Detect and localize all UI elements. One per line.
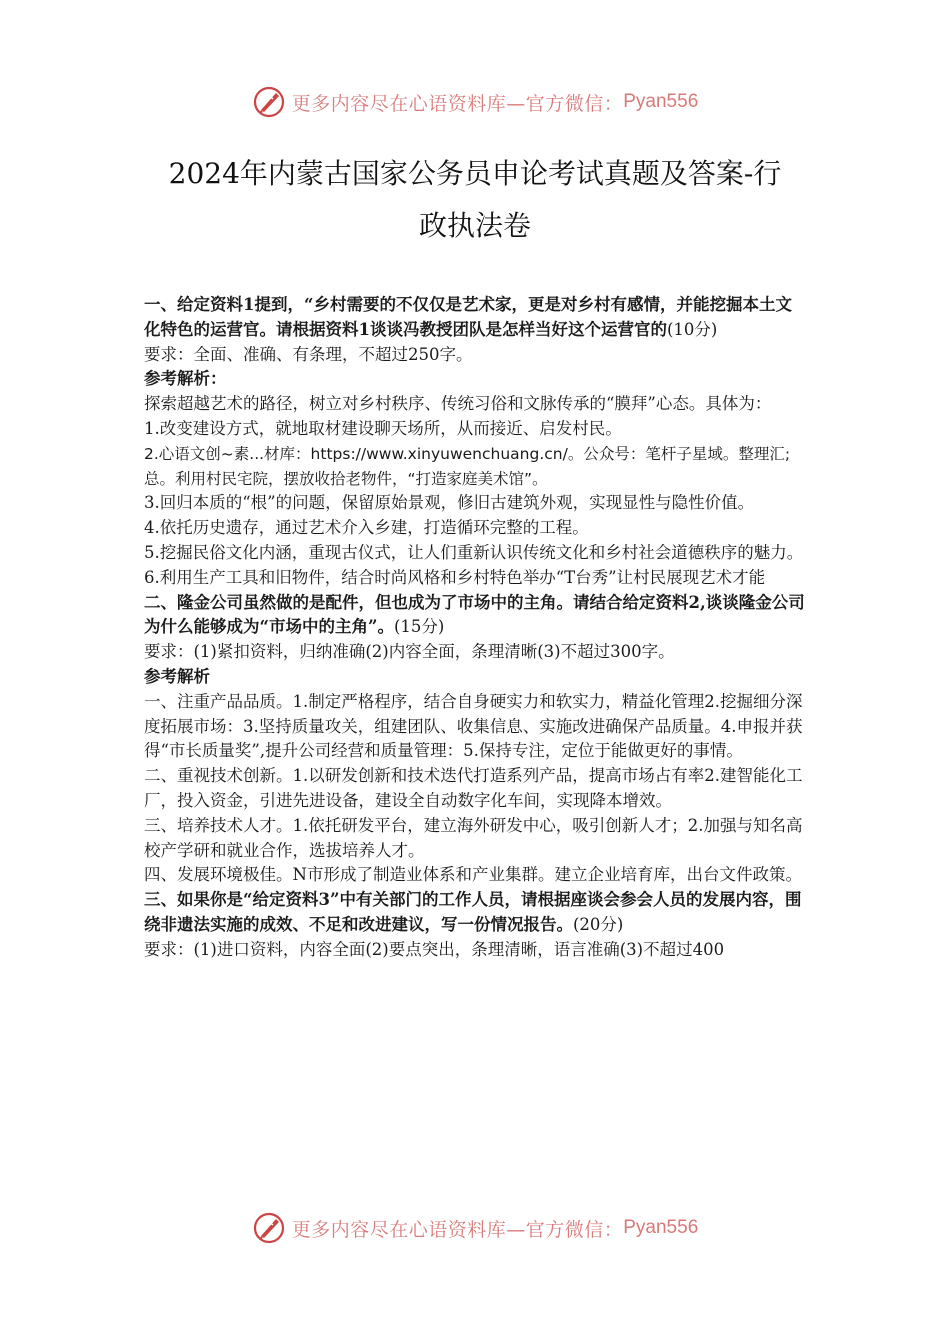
q1-answer-point-4: 4.依托历史遗存，通过艺术介入乡建，打造循环完整的工程。	[144, 518, 589, 538]
q2-requirement: 要求：(1)紧扣资料，归纳准确(2)内容全面，条理清晰(3)不超过300字。	[144, 642, 675, 662]
page-title	[120, 148, 830, 252]
banner-text: 更多内容尽在心语资料库—官方微信：	[291, 1218, 624, 1241]
title-line-2: 政执法卷	[418, 209, 531, 242]
q1-answer-point-5: 5.挖掘民俗文化内涵，重现古仪式，让人们重新认识传统文化和乡村社会道德秩序的魅力。	[144, 542, 804, 562]
q1-requirement: 要求：全面、准确、有条理，不超过250字。	[144, 344, 473, 364]
q1-answer-point-2: 2.心语文创~素...材库：https://www.xinyuwenchuang.cn/。公众号：笔杆子星域。整理汇;总。利用村民宅院，摆放收拾老物件，“打造家庭美术馆”。	[144, 444, 791, 488]
question-1: 一、给定资料1提到，“乡村需要的不仅仅是艺术家，更是对乡村有感情，并能挖掘本土文化特色的运营官。请根据资料1谈谈冯教授团队是怎样当好这个运营官的(10分)	[144, 295, 792, 339]
q1-analysis-heading: 参考解析：	[144, 369, 227, 389]
q1-answer-point-3: 3.回归本质的“根”的问题，保留原始景观，修旧古建筑外观，实现显性与隐性价值。	[144, 493, 755, 513]
q1-answer-point-6: 6.利用生产工具和旧物件，结合时尚风格和乡村特色举办“T台秀”让村民展现艺术才能	[144, 567, 766, 587]
title-line-1: 2024年内蒙古国家公务员申论考试真题及答案-行	[168, 157, 782, 190]
footer-banner	[0, 1208, 950, 1248]
header-banner	[0, 82, 950, 122]
pen-logo-icon	[252, 1211, 286, 1245]
question-2: 二、隆金公司虽然做的是配件，但也成为了市场中的主角。请结合给定资料2,谈谈隆金公司为什么能够成为“市场中的主角”。(15分)	[144, 592, 805, 637]
pen-logo-icon	[252, 85, 286, 119]
q2-analysis-heading: 参考解析	[144, 666, 210, 686]
q2-answer-point-3: 三、培养技术人才。1.依托研发平台，建立海外研发中心，吸引创新人才；2.加强与知名高校产学研和就业合作，选拔培养人才。	[144, 815, 803, 860]
banner-text: 更多内容尽在心语资料库—官方微信：	[291, 92, 624, 115]
q2-answer-point-1: 一、注重产品品质。1.制定严格程序，结合自身硬实力和软实力，精益化管理2.挖掘细分深度拓展市场：3.坚持质量攻关，组建团队、收集信息、实施改进确保产品质量。4.申报并获得“市长质量奖”,提升公司经营和质量管理：5.保持专注，定位于能做更好的事情。	[144, 691, 803, 761]
question-3: 三、如果你是“给定资料3”中有关部门的工作人员，请根据座谈会参会人员的发展内容，围绕非遗法实施的成效、不足和改进建议，写一份情况报告。(20分)	[144, 890, 802, 934]
q2-answer-point-2: 二、重视技术创新。1.以研发创新和技术迭代打造系列产品，提高市场占有率2.建智能化工厂，投入资金，引进先进设备，建设全自动数字化车间，实现降本增效。	[144, 766, 803, 810]
document-body	[144, 293, 808, 963]
q1-answer-intro: 探索超越艺术的路径，树立对乡村秩序、传统习俗和文脉传承的“膜拜”心态。具体为：	[144, 394, 772, 414]
q1-answer-point-1: 1.改变建设方式，就地取材建设聊天场所，从而接近、启发村民。	[144, 418, 622, 438]
banner-wechat-id: Pyan556	[623, 91, 699, 112]
q3-requirement: 要求：(1)进口资料，内容全面(2)要点突出，条理清晰，语言准确(3)不超过400	[144, 939, 725, 959]
q2-answer-point-4: 四、发展环境极佳。N市形成了制造业体系和产业集群。建立企业培育库，出台文件政策。	[144, 865, 802, 885]
banner-wechat-id: Pyan556	[623, 1217, 699, 1238]
